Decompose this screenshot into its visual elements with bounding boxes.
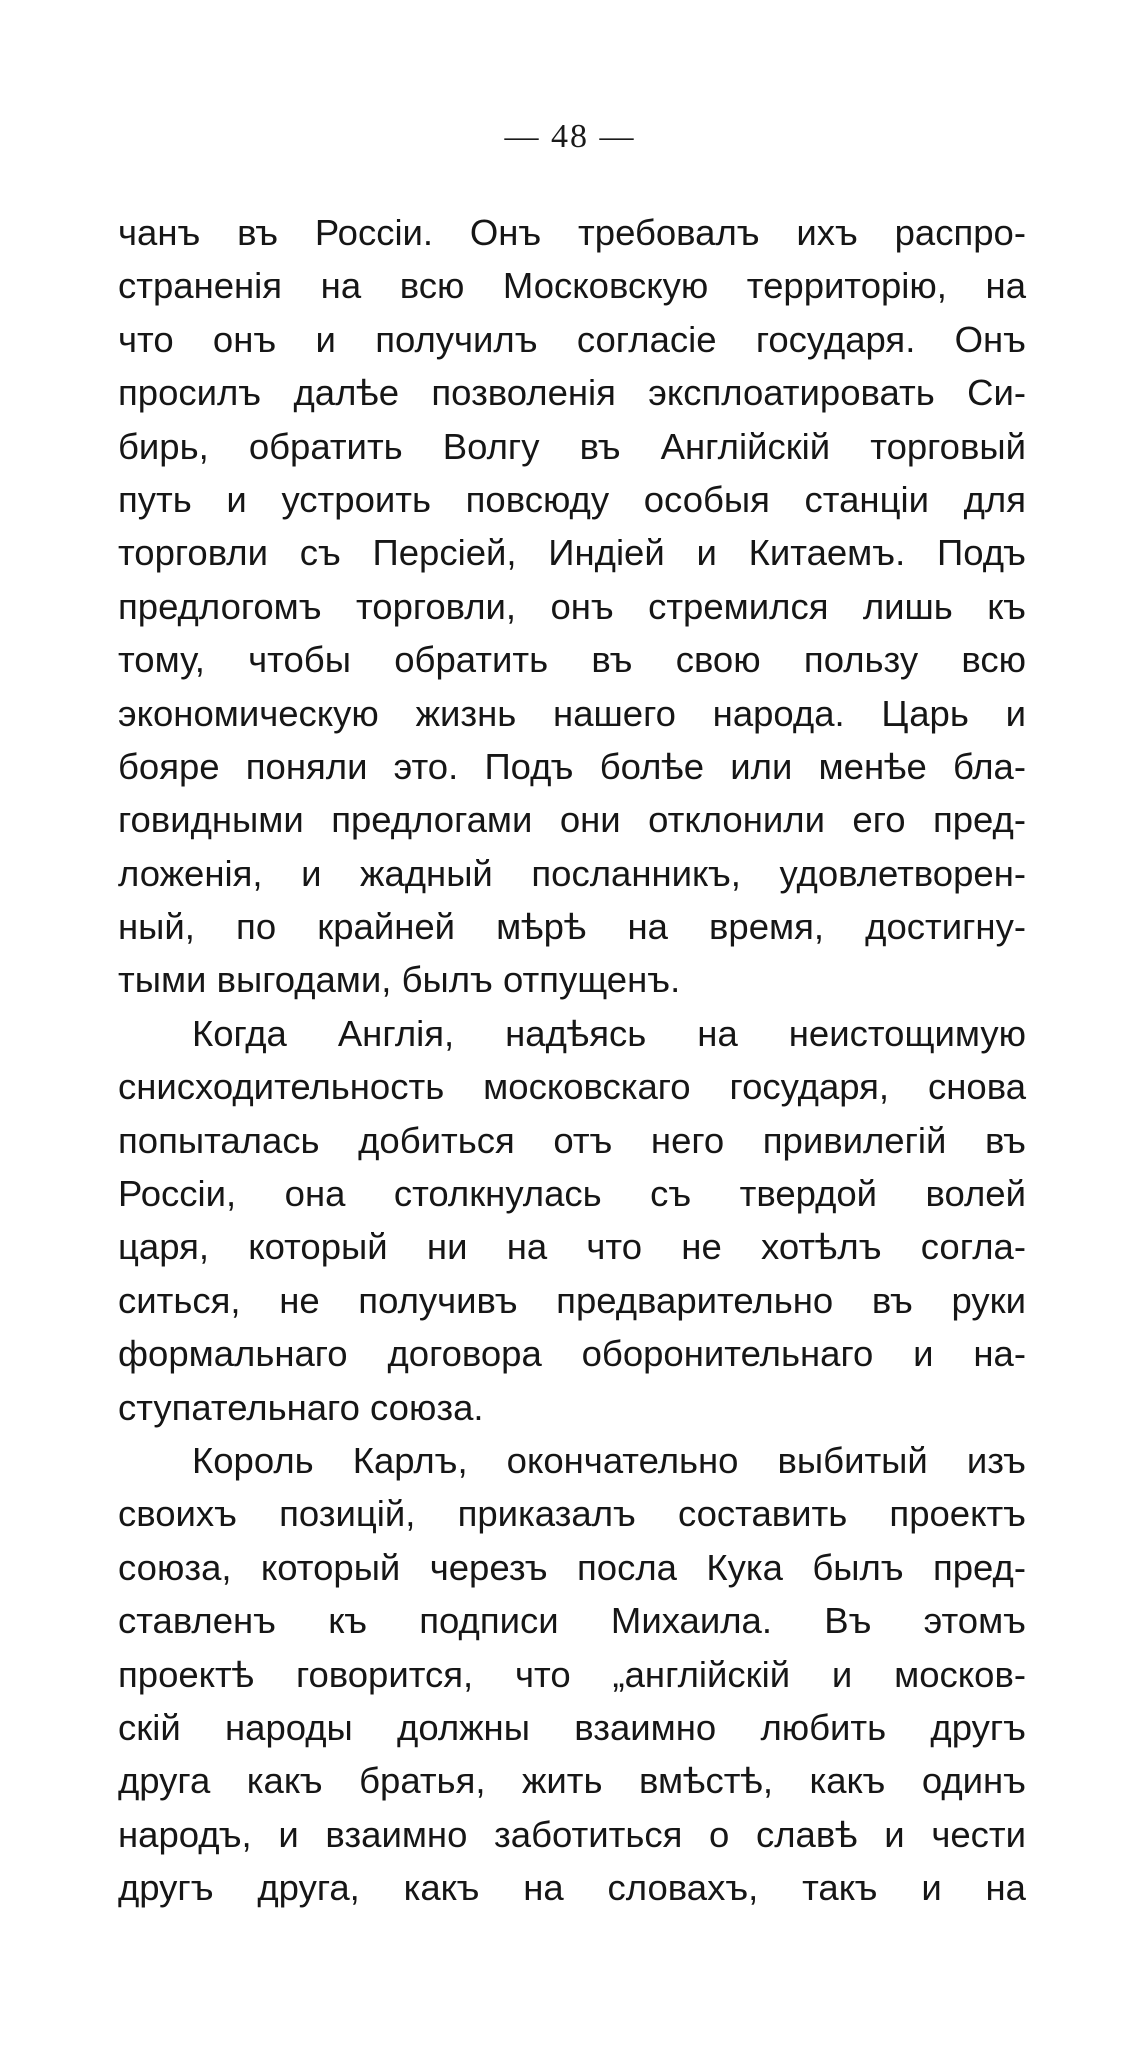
text-line: Король Карлъ, окончательно выбитый изъ	[192, 1439, 1026, 1481]
text-line: ситься, не получивъ предварительно въ руки	[118, 1279, 1026, 1321]
text-line: бирь, обратить Волгу въ Англійскій торговый	[118, 425, 1026, 467]
text-line: чанъ въ Россіи. Онъ требовалъ ихъ распро-	[118, 212, 1026, 253]
text-line: попыталась добиться отъ него привилегій въ	[118, 1119, 1026, 1161]
text-line: тому, чтобы обратить въ свою пользу всю	[118, 639, 1026, 681]
text-line: народъ, и взаимно заботиться о славѣ и чести	[118, 1813, 1026, 1855]
text-line: путь и устроить повсюду особыя станціи для	[118, 478, 1026, 520]
text-line: друга какъ братья, жить вмѣстѣ, какъ одинъ	[118, 1760, 1026, 1802]
text-line: Россіи, она столкнулась съ твердой волей	[118, 1173, 1026, 1215]
text-line: другъ друга, какъ на словахъ, такъ и на	[118, 1867, 1026, 1909]
paragraph-2	[118, 1007, 1026, 1434]
text-line: ступательнаго союза.	[118, 1386, 484, 1428]
text-line: экономическую жизнь нашего народа. Царь и	[118, 692, 1026, 734]
text-line: ный, по крайней мѣрѣ на время, достигну-	[118, 906, 1026, 948]
text-line: скій народы должны взаимно любить другъ	[118, 1706, 1026, 1748]
text-line: проектѣ говорится, что „англійскій и москов-	[118, 1653, 1026, 1695]
text-line: ставленъ къ подписи Михаила. Въ этомъ	[118, 1600, 1026, 1642]
paragraph-1	[118, 206, 1026, 1007]
text-line: что онъ и получилъ согласіе государя. Онъ	[118, 318, 1026, 360]
text-line: тыми выгодами, былъ отпущенъ.	[118, 959, 681, 1001]
body-text	[118, 206, 1026, 1915]
text-line: формальнаго договора оборонительнаго и на-	[118, 1333, 1026, 1375]
text-line: бояре поняли это. Подъ болѣе или менѣе бла-	[118, 745, 1026, 787]
paragraph-3	[118, 1434, 1026, 1915]
page-number: — 48 —	[504, 118, 636, 155]
text-line: торговли съ Персіей, Индіей и Китаемъ. Подъ	[118, 532, 1026, 574]
text-line: говидными предлогами они отклонили его пред-	[118, 799, 1026, 841]
text-line: Когда Англія, надѣясь на неистощимую	[192, 1012, 1026, 1054]
text-line: страненія на всю Московскую территорію, на	[118, 265, 1026, 307]
text-line: своихъ позицій, приказалъ составить проектъ	[118, 1493, 1026, 1535]
text-line: ложенія, и жадный посланникъ, удовлетворен-	[118, 852, 1026, 894]
text-line: союза, который черезъ посла Кука былъ пред-	[118, 1546, 1026, 1588]
text-line: снисходительность московскаго государя, снова	[118, 1066, 1026, 1108]
text-line: просилъ далѣе позволенія эксплоатировать Си-	[118, 372, 1026, 414]
text-line: царя, который ни на что не хотѣлъ согла-	[118, 1226, 1026, 1268]
text-line: предлогомъ торговли, онъ стремился лишь къ	[118, 585, 1026, 627]
